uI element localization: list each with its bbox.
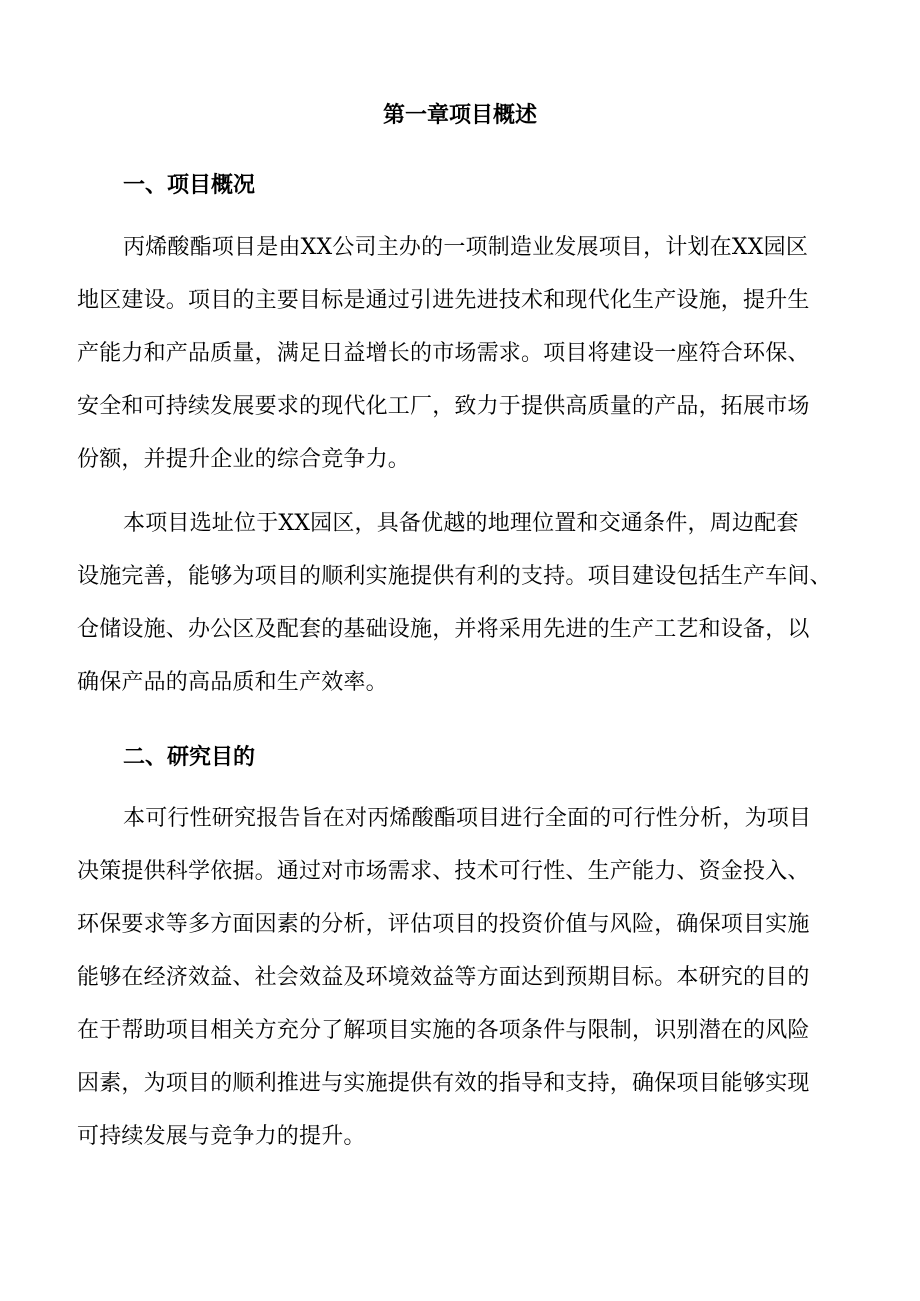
text-line: 可持续发展与竞争力的提升。 — [77, 1124, 366, 1149]
text-line: 因素，为项目的顺利推进与实施提供有效的指导和支持，确保项目能够实现 — [77, 1071, 810, 1096]
paragraph-overview-1 — [77, 221, 847, 486]
text-line: 决策提供科学依据。通过对市场需求、技术可行性、生产能力、资金投入、 — [77, 859, 810, 884]
text-line: 本项目选址位于XX园区，具备优越的地理位置和交通条件，周边配套 — [123, 511, 799, 536]
chapter-title: 第一章项目概述 — [382, 102, 537, 128]
text-line: 丙烯酸酯项目是由XX公司主办的一项制造业发展项目，计划在XX园区 — [123, 235, 809, 260]
text-line: 仓储设施、办公区及配套的基础设施，并将采用先进的生产工艺和设备，以 — [77, 617, 810, 642]
text-line: 在于帮助项目相关方充分了解项目实施的各项条件与限制，识别潜在的风险 — [77, 1018, 810, 1043]
paragraph-overview-2 — [77, 497, 847, 709]
text-line: 环保要求等多方面因素的分析，评估项目的投资价值与风险，确保项目实施 — [77, 912, 810, 937]
text-line: 确保产品的高品质和生产效率。 — [77, 670, 388, 695]
text-line: 能够在经济效益、社会效益及环境效益等方面达到预期目标。本研究的目的 — [77, 965, 810, 990]
text-line: 地区建设。项目的主要目标是通过引进先进技术和现代化生产设施，提升生 — [77, 288, 810, 313]
text-line: 安全和可持续发展要求的现代化工厂，致力于提供高质量的产品，拓展市场 — [77, 394, 810, 419]
paragraph-purpose-1 — [77, 792, 847, 1163]
text-line: 设施完善，能够为项目的顺利实施提供有利的支持。项目建设包括生产车间、 — [77, 564, 832, 589]
text-line: 本可行性研究报告旨在对丙烯酸酯项目进行全面的可行性分析，为项目 — [123, 806, 812, 831]
section-heading-overview: 一、项目概况 — [123, 172, 256, 198]
section-heading-purpose: 二、研究目的 — [123, 744, 256, 770]
text-line: 份额，并提升企业的综合竞争力。 — [77, 447, 411, 472]
text-line: 产能力和产品质量，满足日益增长的市场需求。项目将建设一座符合环保、 — [77, 341, 810, 366]
